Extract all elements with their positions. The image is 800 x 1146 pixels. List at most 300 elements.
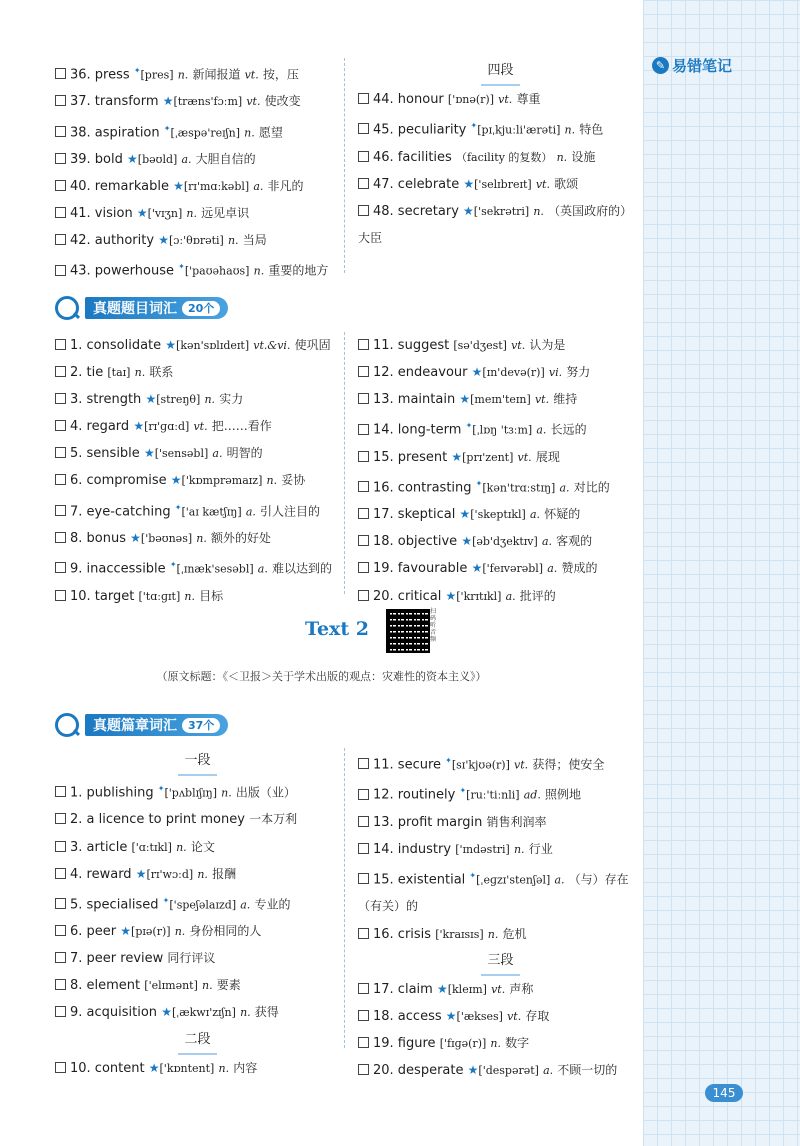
vocab-entry	[55, 1055, 340, 1082]
vocab-entry	[55, 467, 340, 494]
phonetic: ['kraɪsɪs]	[435, 927, 484, 941]
meaning: 当局	[242, 233, 267, 248]
phonetic: ['vɪʒn]	[147, 207, 183, 221]
banner-title: 真题题目词汇	[93, 301, 177, 317]
vocab-entry	[55, 200, 340, 227]
checkbox[interactable]	[358, 205, 369, 216]
meaning: 获得；使安全	[532, 757, 605, 772]
part-of-speech: vt.	[244, 68, 259, 82]
part-of-speech: n.	[253, 264, 265, 278]
meaning: 身份相同的人	[189, 924, 262, 939]
vocab-entry	[358, 501, 643, 528]
meaning: 联系	[149, 365, 174, 380]
checkbox[interactable]	[358, 339, 369, 350]
original-title-note: （原文标题：《＜卫报＞关于学术出版的观点：灾难性的资本主义》）	[156, 670, 487, 683]
frequency-mark-icon: ✦	[469, 871, 477, 881]
checkbox[interactable]	[55, 505, 66, 516]
vocab-entry	[358, 976, 643, 1003]
star-icon: ★	[120, 924, 132, 939]
star-icon: ★	[459, 507, 471, 522]
part-of-speech: n.	[556, 150, 568, 164]
vocab-word: 2. tie	[70, 365, 104, 381]
checkbox[interactable]	[358, 1010, 369, 1021]
meaning: 不顾一切的	[557, 1062, 618, 1077]
phonetic: [rɪ'wɔːd]	[146, 867, 194, 881]
vocab-entry	[55, 972, 340, 999]
column-divider	[344, 332, 345, 594]
vocab-entry	[358, 113, 643, 143]
vocab-entry	[55, 888, 340, 918]
vocab-entry	[55, 495, 340, 525]
checkbox[interactable]	[55, 207, 66, 218]
part-of-speech: a.	[245, 504, 256, 518]
frequency-mark-icon: ✦	[162, 895, 170, 905]
vocab-word: 15. present	[373, 449, 448, 465]
meaning: 专业的	[254, 897, 291, 912]
phonetic: [ˌɪnæk'sesəbl]	[176, 562, 254, 576]
meaning: 重要的地方	[268, 263, 329, 278]
vocab-word: 16. crisis	[373, 926, 432, 942]
vocab-word: 15. existential	[373, 872, 466, 888]
vocab-entry	[55, 918, 340, 945]
checkbox[interactable]	[358, 562, 369, 573]
meaning: 危机	[502, 926, 527, 941]
vocab-entry	[55, 945, 340, 972]
vocab-word: 8. bonus	[70, 530, 126, 546]
checkbox[interactable]	[55, 420, 66, 431]
checkbox[interactable]	[55, 153, 66, 164]
checkbox[interactable]	[55, 1062, 66, 1073]
vocab-word: 41. vision	[70, 206, 133, 222]
checkbox[interactable]	[358, 816, 369, 827]
vocab-word: 3. strength	[70, 392, 142, 408]
checkbox[interactable]	[358, 928, 369, 939]
phonetic: [bəʊld]	[137, 152, 178, 166]
part-of-speech: vt.	[511, 339, 526, 352]
checkbox[interactable]	[55, 952, 66, 963]
part-of-speech: a.	[253, 180, 264, 194]
meaning: 怀疑的	[544, 507, 581, 522]
vocab-entry	[55, 525, 340, 552]
checkbox[interactable]	[358, 1064, 369, 1075]
checkbox[interactable]	[55, 265, 66, 276]
checkbox[interactable]	[358, 178, 369, 189]
vocab-word: 1. publishing	[70, 785, 154, 801]
star-icon: ★	[471, 365, 483, 380]
phonetic: [ˌæspə'reɪʃn]	[170, 125, 240, 139]
vocab-word: 10. target	[70, 588, 135, 604]
phonetic: ['aɪ kætʃɪŋ]	[181, 504, 242, 518]
checkbox[interactable]	[358, 535, 369, 546]
vocab-entry	[55, 332, 340, 359]
checkbox[interactable]	[55, 868, 66, 879]
checkbox[interactable]	[358, 366, 369, 377]
vocab-word: 6. peer	[70, 924, 117, 940]
vocab-entry	[55, 999, 340, 1026]
section-article-vocab-text2	[0, 748, 643, 1078]
phonetic: ['selɪbreɪt]	[474, 177, 532, 191]
magnifier-icon	[55, 713, 79, 737]
meaning: 照例地	[544, 787, 581, 802]
frequency-mark-icon: ✦	[470, 121, 478, 131]
vocab-entry	[55, 386, 340, 413]
star-icon: ★	[467, 1062, 479, 1077]
vocab-word: 37. transform	[70, 94, 159, 110]
column-right	[358, 58, 643, 252]
checkbox[interactable]	[55, 532, 66, 543]
phonetic: ['krɪtɪkl]	[456, 589, 502, 603]
meaning: 同行评议	[167, 951, 216, 966]
star-icon: ★	[463, 176, 475, 191]
column-right	[358, 748, 643, 1084]
meaning: 新闻报道	[192, 67, 241, 82]
meaning: 长远的	[550, 422, 587, 437]
part-of-speech: vt.	[246, 95, 261, 109]
frequency-mark-icon: ✦	[157, 784, 165, 793]
part-of-speech: n.	[196, 531, 207, 545]
meaning: 出版（业）	[235, 785, 296, 800]
column-left	[55, 748, 340, 1082]
part-of-speech: vi.	[548, 366, 563, 380]
checkbox[interactable]	[55, 813, 66, 824]
vocab-entry	[55, 58, 340, 88]
vocab-entry	[55, 776, 340, 806]
vocab-entry	[55, 254, 340, 284]
part-of-speech: n.	[176, 840, 187, 854]
phonetic: ['ɪndəstri]	[455, 842, 510, 856]
star-icon: ★	[130, 530, 141, 545]
vocab-word: 48. secretary	[373, 203, 459, 219]
phonetic: ['skeptɪkl]	[470, 508, 526, 522]
meaning: 内容	[233, 1060, 258, 1075]
phonetic: [pɪˌkjuːli'ærəti]	[477, 123, 561, 137]
checkbox[interactable]	[55, 841, 66, 852]
checkbox[interactable]	[55, 925, 66, 936]
checkbox[interactable]	[358, 393, 369, 404]
meaning: 努力	[566, 365, 591, 380]
meaning: 销售利润率	[486, 814, 547, 829]
meaning: 愿望	[258, 124, 283, 139]
vocab-entry	[358, 86, 643, 113]
paragraph-heading: 三段	[358, 948, 643, 976]
vocab-entry	[358, 1003, 643, 1030]
vocab-word: 18. access	[373, 1008, 442, 1024]
vocab-entry	[358, 386, 643, 413]
vocab-entry	[358, 471, 643, 501]
part-of-speech: a.	[543, 1063, 554, 1077]
checkbox[interactable]	[358, 151, 369, 162]
phonetic: [ˌækwɪ'zɪʃn]	[171, 1006, 236, 1020]
checkbox[interactable]	[55, 95, 66, 106]
checkbox[interactable]	[55, 339, 66, 350]
part-of-speech: vt.	[534, 393, 550, 407]
checkbox[interactable]	[55, 562, 66, 573]
checkbox[interactable]	[55, 898, 66, 909]
phonetic: ['feɪvərəbl]	[482, 562, 544, 576]
meaning: 难以达到的	[271, 561, 332, 576]
vocab-word: 46. facilities	[373, 149, 452, 165]
phonetic: [kleɪm]	[447, 982, 487, 996]
vocab-entry	[55, 173, 340, 200]
brand-name: 易错笔记	[672, 56, 733, 75]
checkbox[interactable]	[358, 481, 369, 492]
vocab-word: 47. celebrate	[373, 176, 460, 192]
star-icon: ★	[148, 1060, 160, 1075]
vocab-word: 7. eye-catching	[70, 503, 171, 519]
star-icon: ★	[445, 1008, 457, 1023]
phonetic: ['bəʊnəs]	[140, 531, 193, 545]
frequency-mark-icon: ✦	[174, 502, 182, 512]
column-left	[55, 58, 340, 285]
frequency-mark-icon: ✦	[169, 560, 177, 570]
vocab-entry	[358, 583, 643, 610]
vocab-word: 5. sensible	[70, 446, 140, 462]
meaning: （与）存在（有关）的	[358, 872, 629, 914]
part-of-speech: a.	[529, 508, 541, 522]
checkbox[interactable]	[55, 126, 66, 137]
meaning: 使改变	[264, 94, 301, 109]
checkbox[interactable]	[358, 983, 369, 994]
checkbox[interactable]	[358, 873, 369, 884]
meaning: 报酬	[212, 866, 237, 881]
vocab-entry	[358, 332, 643, 359]
vocab-entry	[55, 583, 340, 610]
checkbox[interactable]	[55, 474, 66, 485]
phonetic: [ˌeɡzɪ'stenʃəl]	[476, 873, 551, 887]
vocab-entry	[358, 359, 643, 386]
part-of-speech: n.	[487, 927, 499, 941]
star-icon: ★	[173, 179, 184, 194]
phonetic: ['paʊəhaʊs]	[184, 264, 250, 278]
checkbox[interactable]	[358, 590, 369, 601]
vocab-entry	[358, 171, 643, 198]
phonetic: [rɪ'mɑːkəbl]	[183, 180, 250, 194]
star-icon: ★	[459, 392, 471, 407]
vocab-word: 9. acquisition	[70, 1005, 158, 1021]
checkbox[interactable]	[358, 789, 369, 800]
meaning: 数字	[505, 1035, 530, 1050]
part-of-speech: n.	[266, 474, 278, 488]
meaning: 引人注目的	[260, 503, 321, 518]
frequency-mark-icon: ✦	[465, 421, 473, 431]
meaning: 目标	[199, 588, 224, 603]
checkbox[interactable]	[55, 393, 66, 404]
star-icon: ★	[170, 473, 182, 488]
vocab-entry	[358, 1030, 643, 1057]
vocab-word: 17. claim	[373, 981, 433, 997]
meaning: 明智的	[226, 446, 263, 461]
checkbox[interactable]	[55, 786, 66, 797]
vocab-entry	[55, 116, 340, 146]
meaning: 把……看作	[211, 419, 272, 434]
phonetic: ['ɑːtɪkl]	[131, 840, 172, 854]
phonetic: ['kɒntent]	[159, 1061, 215, 1075]
qr-code-icon[interactable]	[386, 609, 430, 653]
vocab-entry	[358, 1057, 643, 1084]
checkbox[interactable]	[55, 1006, 66, 1017]
vocab-word: 19. favourable	[373, 561, 468, 577]
column-right	[358, 332, 643, 610]
vocab-word: 13. maintain	[373, 392, 456, 408]
checkbox[interactable]	[358, 451, 369, 462]
vocab-entry	[358, 555, 643, 582]
vocab-word: 1. consolidate	[70, 338, 162, 353]
vocab-word: 11. suggest	[373, 338, 450, 353]
meaning: 实力	[219, 392, 244, 407]
grid-margin-strip	[643, 0, 800, 1146]
paragraph-heading: 四段	[358, 58, 643, 86]
vocab-entry	[358, 921, 643, 948]
checkbox[interactable]	[55, 68, 66, 79]
frequency-mark-icon: ✦	[133, 66, 141, 75]
vocab-entry	[55, 806, 340, 833]
vocab-entry	[358, 863, 643, 921]
checkbox[interactable]	[55, 590, 66, 601]
phonetic: [əb'dʒektɪv]	[472, 535, 538, 549]
vocab-word: 7. peer review	[70, 951, 164, 967]
part-of-speech: a.	[505, 589, 516, 603]
vocab-entry	[358, 809, 643, 836]
vocab-word: 20. critical	[373, 588, 442, 604]
part-of-speech: a.	[547, 562, 558, 576]
part-of-speech: n.	[240, 1006, 251, 1020]
qr-label: 扫码听音频	[430, 608, 437, 643]
checkbox[interactable]	[358, 123, 369, 134]
checkbox[interactable]	[358, 1037, 369, 1048]
checkbox[interactable]	[358, 424, 369, 435]
checkbox[interactable]	[358, 93, 369, 104]
star-icon: ★	[158, 233, 169, 248]
frequency-mark-icon: ✦	[459, 786, 467, 796]
vocab-word: 14. long-term	[373, 422, 462, 438]
phonetic: [sɪ'kjʊə(r)]	[451, 758, 510, 772]
vocab-word: 6. compromise	[70, 473, 167, 489]
phonetic: [ˌlɒŋ 'tɜːm]	[472, 423, 533, 437]
meaning: 歌颂	[554, 176, 579, 191]
part-of-speech: n.	[177, 68, 189, 82]
vocab-word: 9. inaccessible	[70, 561, 166, 577]
checkbox[interactable]	[55, 366, 66, 377]
vocab-entry	[55, 227, 340, 254]
phonetic: ['pʌblɪʃɪŋ]	[164, 786, 217, 800]
meaning: 声称	[509, 981, 534, 996]
vocab-word: 39. bold	[70, 151, 123, 167]
phonetic: [meɪn'teɪn]	[470, 393, 531, 407]
phonetic: （facility 的复数）	[455, 150, 553, 164]
banner-question-vocab	[55, 296, 228, 320]
part-of-speech: n.	[227, 234, 239, 248]
vocab-word: 43. powerhouse	[70, 263, 174, 279]
phonetic: ['ækses]	[456, 1009, 503, 1023]
part-of-speech: a.	[257, 562, 268, 576]
meaning: 额外的好处	[211, 530, 272, 545]
vocab-word: 45. peculiarity	[373, 122, 467, 138]
text-title: Text 2	[305, 618, 369, 640]
meaning: 非凡的	[267, 179, 304, 194]
meaning: 尊重	[516, 92, 541, 106]
meaning: 对比的	[573, 480, 610, 495]
meaning: 特色	[579, 122, 604, 137]
banner-article-vocab	[55, 713, 228, 737]
vocab-word: 44. honour	[373, 92, 444, 107]
checkbox[interactable]	[358, 508, 369, 519]
star-icon: ★	[461, 534, 473, 549]
checkbox[interactable]	[358, 758, 369, 769]
vocab-word: 16. contrasting	[373, 480, 472, 496]
phonetic: [pres]	[140, 68, 174, 82]
part-of-speech: a.	[554, 873, 565, 887]
part-of-speech: vt.	[535, 177, 550, 191]
meaning: 一本万利	[249, 812, 298, 827]
checkbox[interactable]	[358, 843, 369, 854]
meaning: 维持	[553, 392, 578, 407]
phonetic: [sə'dʒest]	[453, 339, 507, 352]
column-divider	[344, 58, 345, 273]
vocab-entry	[358, 444, 643, 471]
part-of-speech: ad.	[523, 788, 541, 802]
meaning: 远见卓识	[201, 206, 250, 221]
meaning: 获得	[254, 1005, 279, 1020]
part-of-speech: n.	[184, 589, 195, 603]
vocab-entry	[55, 552, 340, 582]
phonetic: ['sekrətri]	[473, 204, 530, 218]
vocab-entry	[358, 413, 643, 443]
phonetic: [kən'sɒlɪdeɪt]	[176, 339, 250, 352]
checkbox[interactable]	[55, 234, 66, 245]
phonetic: [kən'trɑːstɪŋ]	[482, 481, 556, 495]
phonetic: ['despərət]	[478, 1063, 539, 1077]
meaning: 大胆自信的	[195, 151, 256, 166]
phonetic: ['ɒnə(r)]	[447, 93, 495, 106]
meaning: 客观的	[556, 534, 593, 549]
star-icon: ★	[445, 588, 457, 603]
part-of-speech: a.	[536, 423, 547, 437]
part-of-speech: vt.	[517, 450, 532, 464]
vocab-entry	[55, 146, 340, 173]
star-icon: ★	[165, 338, 177, 352]
meaning: 要素	[216, 978, 241, 993]
vocab-word: 18. objective	[373, 534, 458, 550]
phonetic: ['fɪɡə(r)]	[439, 1036, 487, 1050]
part-of-speech: a.	[181, 152, 192, 166]
vocab-entry	[55, 440, 340, 467]
vocab-word: 40. remarkable	[70, 179, 169, 195]
part-of-speech: n.	[490, 1036, 502, 1050]
checkbox[interactable]	[55, 447, 66, 458]
vocab-entry	[358, 528, 643, 555]
frequency-mark-icon: ✦	[475, 478, 483, 488]
part-of-speech: n.	[564, 123, 576, 137]
part-of-speech: n.	[244, 125, 255, 139]
part-of-speech: n.	[533, 204, 544, 218]
checkbox[interactable]	[55, 180, 66, 191]
phonetic: [pɪə(r)]	[131, 925, 171, 939]
section-article-vocab-part1	[0, 58, 643, 279]
part-of-speech: n.	[134, 366, 146, 380]
star-icon: ★	[436, 981, 448, 996]
meaning: 批评的	[519, 588, 556, 603]
part-of-speech: n.	[197, 867, 208, 881]
part-of-speech: n.	[174, 925, 186, 939]
checkbox[interactable]	[55, 979, 66, 990]
paragraph-heading: 一段	[55, 748, 340, 776]
vocab-word: 42. authority	[70, 233, 155, 249]
phonetic: [ɪn'devə(r)]	[482, 366, 545, 380]
phonetic: ['kɒmprəmaɪz]	[181, 474, 263, 488]
vocab-word: 19. figure	[373, 1035, 436, 1051]
vocab-word: 13. profit margin	[373, 814, 483, 830]
meaning: 赞成的	[561, 561, 598, 576]
